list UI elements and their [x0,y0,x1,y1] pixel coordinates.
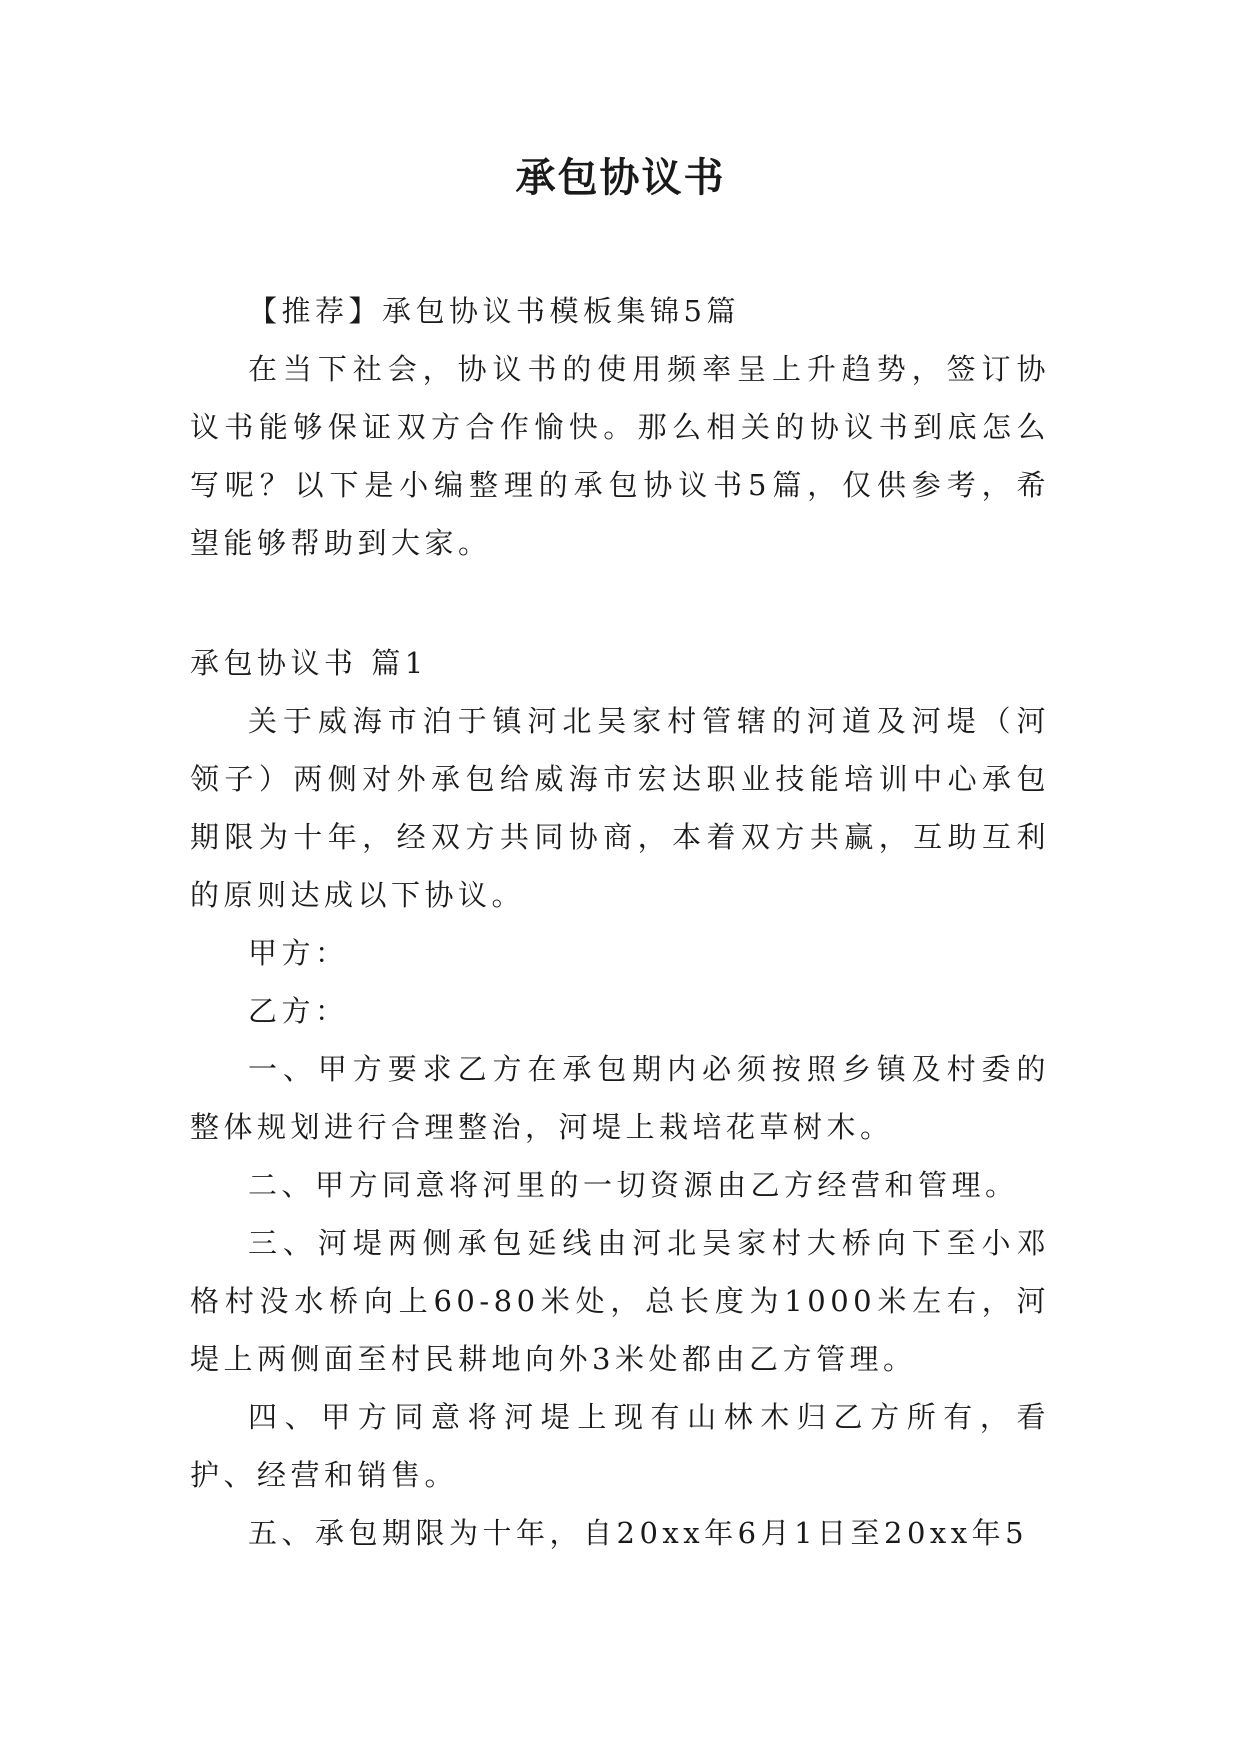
intro-heading: 【推荐】承包协议书模板集锦5篇 [248,294,740,328]
clause-1: 一、甲方要求乙方在承包期内必须按照乡镇及村委的整体规划进行合理整治，河堤上栽培花草树木。 [190,1052,1050,1144]
clause-4: 四、甲方同意将河堤上现有山林木归乙方所有，看护、经营和销售。 [190,1400,1050,1492]
party-b-label: 乙方： [248,994,349,1028]
clause-5: 五、承包期限为十年，自20xx年6月1日至20xx年5 [248,1516,1029,1550]
paragraph-preamble: 关于威海市泊于镇河北吴家村管辖的河道及河堤（河领子）两侧对外承包给威海市宏达职业技能培训中心承包期限为十年，经双方共同协商，本着双方共赢，互助互利的原则达成以下协议。 [190,704,1050,912]
section-heading: 承包协议书 篇1 [190,646,428,680]
party-a-label: 甲方： [248,936,349,970]
clause-2: 二、甲方同意将河里的一切资源由乙方经营和管理。 [248,1168,1019,1202]
document-title: 承包协议书 [515,155,726,201]
document-body [190,282,1050,1562]
intro-paragraph: 在当下社会，协议书的使用频率呈上升趋势，签订协议书能够保证双方合作愉快。那么相关的协议书到底怎么写呢？以下是小编整理的承包协议书5篇，仅供参考，希望能够帮助到大家。 [190,352,1050,560]
clause-3: 三、河堤两侧承包延线由河北吴家村大桥向下至小邓格村没水桥向上60-80米处，总长度为1000米左右，河堤上两侧面至村民耕地向外3米处都由乙方管理。 [190,1226,1050,1376]
